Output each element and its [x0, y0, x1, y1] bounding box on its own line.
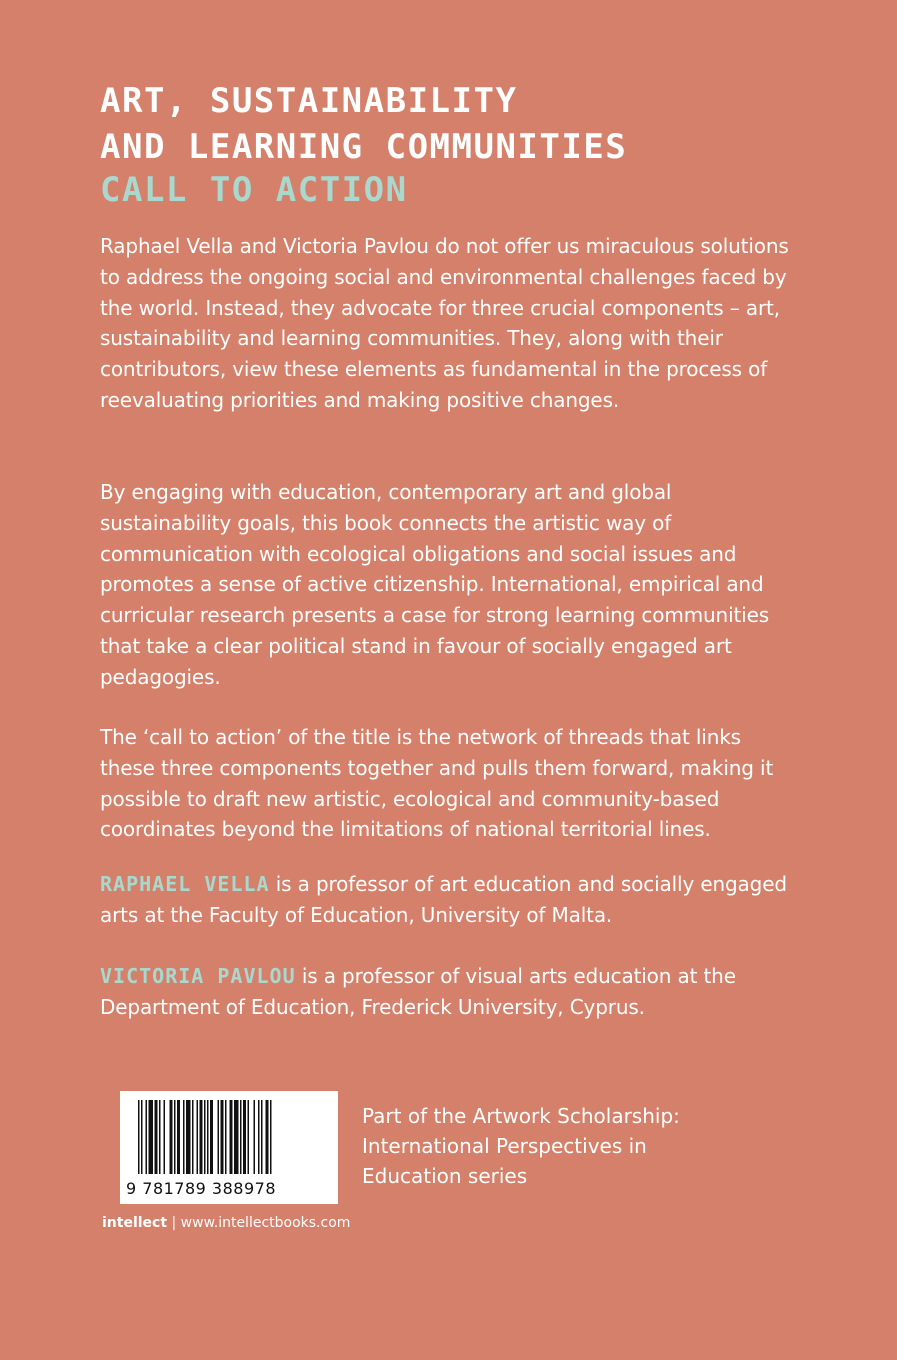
barcode-bar — [207, 1100, 209, 1174]
barcode-bar — [225, 1100, 227, 1174]
author-bio-text: is a professor of art education and socially engaged arts at the Faculty of Education, University of Malta. — [100, 872, 787, 927]
barcode-bar — [183, 1100, 185, 1174]
barcode-bar — [149, 1100, 154, 1174]
author-name: RAPHAEL VELLA — [100, 872, 270, 896]
book-title — [100, 78, 627, 210]
book-subtitle: CALL TO ACTION — [100, 170, 408, 210]
barcode-bar — [170, 1100, 173, 1174]
isbn-number: 9 781789 388978 — [126, 1179, 277, 1198]
barcode-bar — [230, 1100, 233, 1174]
barcode-bar — [174, 1100, 176, 1174]
author-bio-text: is a professor of visual arts education at the Department of Education, Frederick University, Cyprus. — [100, 964, 736, 1019]
isbn-barcode — [120, 1091, 338, 1204]
blurb-paragraph-3: The ‘call to action’ of the title is the network of threads that links these three components together and pulls them forward, making it possible to draft new artistic, ecological and community-based coordinates beyond the limitations of national territorial lines. — [100, 725, 774, 842]
barcode-bar — [159, 1100, 161, 1174]
barcode-bar — [258, 1100, 260, 1174]
barcode-bar — [204, 1100, 206, 1174]
barcode-bar — [186, 1100, 191, 1174]
barcode-bars — [138, 1100, 320, 1174]
barcode-bar — [261, 1100, 263, 1174]
publisher-logo: intellect — [102, 1215, 168, 1231]
author-name: VICTORIA PAVLOU — [100, 964, 296, 988]
barcode-bar — [164, 1100, 166, 1174]
title-line-1: ART, SUSTAINABILITY — [100, 81, 518, 121]
title-line-2: AND LEARNING COMMUNITIES — [100, 127, 628, 167]
barcode-bar — [146, 1100, 148, 1174]
blurb-paragraph-1: Raphael Vella and Victoria Pavlou do not offer us miraculous solutions to address the ongoing social and environmental challenges faced by the world. Instead, they advocate for three crucial components – art, sustainability and learning communities. They, along with their contributors, view these elements as fundamental in the process of reevaluating priorities and making positive changes. — [100, 234, 789, 412]
barcode-bar — [234, 1100, 239, 1174]
barcode-bar — [254, 1100, 256, 1174]
barcode-bar — [218, 1100, 220, 1174]
barcode-bar — [210, 1100, 213, 1174]
barcode-bar — [248, 1100, 250, 1174]
barcode-bar — [141, 1100, 143, 1174]
barcode-bar — [266, 1100, 269, 1174]
barcode-bar — [221, 1100, 224, 1174]
series-note: Part of the Artwork Scholarship: International Perspectives in Education series — [362, 1104, 680, 1188]
barcode-bar — [270, 1100, 272, 1174]
barcode-bar — [197, 1100, 199, 1174]
barcode-bar — [243, 1100, 246, 1174]
publisher-url[interactable]: www.intellectbooks.com — [180, 1215, 351, 1231]
blurb-paragraph-2: By engaging with education, contemporary art and global sustainability goals, this book connects the artistic way of communication with ecological obligations and social issues and promotes a sense of active citizenship. International, empirical and curricular research presents a case for strong learning communities that take a clear political stand in favour of socially engaged art pedagogies. — [100, 480, 770, 689]
barcode-bar — [240, 1100, 242, 1174]
barcode-bar — [192, 1100, 194, 1174]
barcode-bar — [155, 1100, 158, 1174]
footer-separator: | — [167, 1215, 181, 1231]
author-bio-1 — [100, 869, 800, 931]
publisher-footer — [102, 1215, 350, 1231]
author-bio-2 — [100, 961, 800, 1023]
barcode-bar — [200, 1100, 203, 1174]
barcode-bar — [177, 1100, 180, 1174]
barcode-bar — [138, 1100, 140, 1174]
